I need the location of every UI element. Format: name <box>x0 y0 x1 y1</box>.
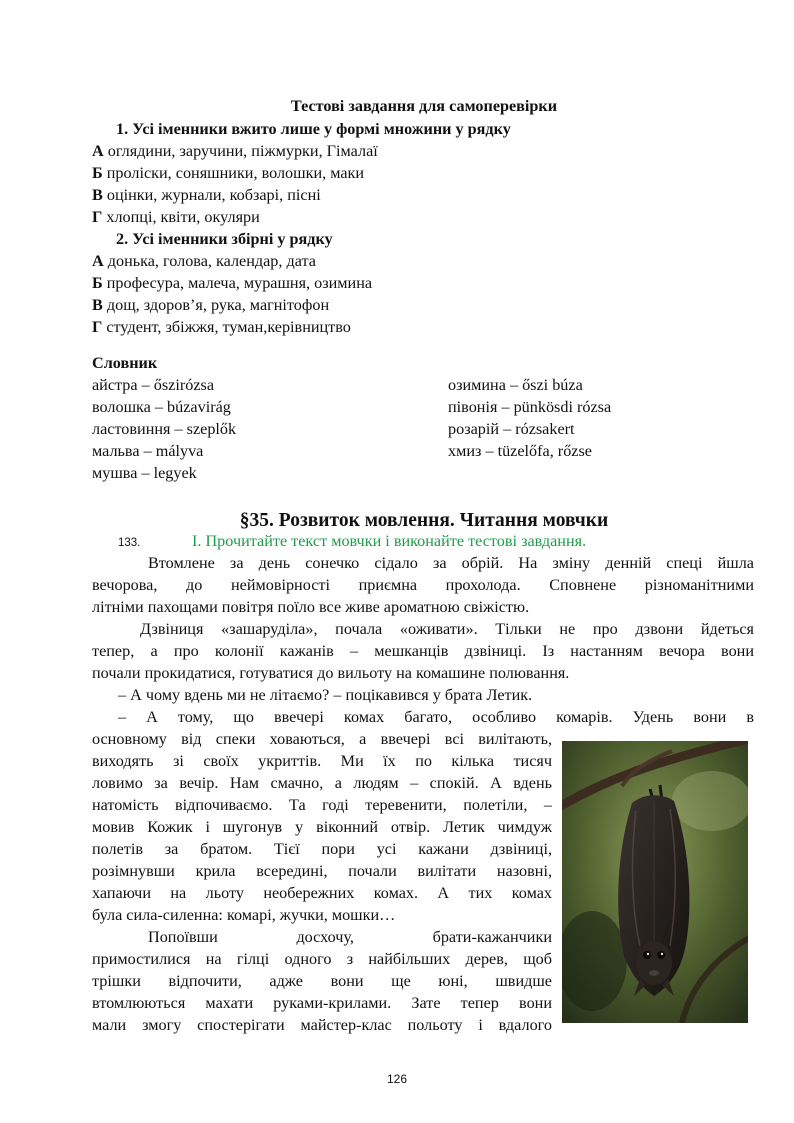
option-text: оглядини, заручини, піжмурки, Гімалаї <box>107 142 378 160</box>
dictionary-entry: мальва – mályva <box>92 442 204 460</box>
text-line: мовив Кожик і шугонув у віконний отвір. Летик чимдуж <box>92 818 552 836</box>
paragraph-5 <box>92 926 552 1036</box>
exercise-number: 133. <box>118 537 141 549</box>
q1-option-a <box>92 140 378 162</box>
q1-option-b <box>92 162 364 184</box>
dictionary-entry: ластовиння – szeplők <box>92 420 237 438</box>
option-letter: Б <box>92 164 103 182</box>
page-number: 126 <box>386 1072 408 1086</box>
section-title: §35. Розвиток мовлення. Читання мовчки <box>239 510 609 531</box>
option-letter: Г <box>92 208 103 226</box>
text-line: Втомлене за день сонечко сідало за обрій. На зміну денній спеці йшла <box>148 554 754 572</box>
text-line: втомлюються махати руками-крилами. Зате тепер вони <box>92 994 552 1012</box>
text-line: Попоївши досхочу, брати-кажанчики <box>148 928 552 946</box>
text-line: розімнувши крила всередині, почали вилітати назовні, <box>92 862 552 880</box>
paragraph-1 <box>92 552 754 618</box>
text-line: літніми пахощами повітря поїло все живе ароматною свіжістю. <box>92 598 530 616</box>
q1-option-v <box>92 184 321 206</box>
option-letter: А <box>92 142 104 160</box>
paragraph-4-first-line <box>118 706 754 728</box>
option-text: професура, малеча, мурашня, озимина <box>106 274 373 292</box>
question-2: 2. Усі іменники збірні у рядку <box>116 230 333 248</box>
text-line: почали прокидатися, готуватися до вильоту на комашине полювання. <box>92 664 570 682</box>
dictionary-entry: айстра – őszirózsa <box>92 376 214 394</box>
dictionary-entry: волошка – búzavirág <box>92 398 231 416</box>
text-line: виходять зі своїх укриттів. Ми їх по кілька тисяч <box>92 752 552 770</box>
text-line: Дзвіниця «зашаруділа», почала «оживати». Тільки не про дзвони йдеться <box>140 620 754 638</box>
paragraph-4-wrapped <box>92 728 552 926</box>
dictionary-entry: мушва – legyek <box>92 464 197 482</box>
option-text: дощ, здоров’я, рука, магнітофон <box>106 296 330 314</box>
exercise-task: І. Прочитайте текст мовчки і виконайте тестові завдання. <box>192 532 587 550</box>
option-text: студент, збіжжя, туман,керівництво <box>106 318 351 336</box>
text-line: примостилися на гілці одного з найбільших дерев, щоб <box>92 950 552 968</box>
question-1: 1. Усі іменники вжито лише у формі множини у рядку <box>116 120 511 138</box>
bat-illustration <box>562 741 748 1023</box>
q2-option-a <box>92 250 316 272</box>
q2-option-b <box>92 272 372 294</box>
dictionary-entry: хмиз – tüzelőfa, rőzse <box>448 442 592 460</box>
text-line: мали змогу спостерігати майстер-клас польоту і вдалого <box>92 1016 552 1034</box>
q2-option-v <box>92 294 329 316</box>
dictionary-entry: півонія – pünkösdi rózsa <box>448 398 612 416</box>
text-line: полетів за братом. Тієї пори усі кажани дзвіниці, <box>92 840 552 858</box>
bat-photo <box>562 741 748 1023</box>
option-text: оцінки, журнали, кобзарі, пісні <box>106 186 321 204</box>
option-text: хлопці, квіти, окуляри <box>106 208 260 226</box>
dictionary-entry: розарій – rózsakert <box>448 420 575 438</box>
option-letter: А <box>92 252 104 270</box>
option-letter: Г <box>92 318 103 336</box>
text-line: хапаючи на льоту необережних комах. А тих комах <box>92 884 552 902</box>
option-text: донька, голова, календар, дата <box>107 252 316 270</box>
q2-option-g <box>92 316 351 338</box>
text-line: – А тому, що ввечері комах багато, особливо комарів. Удень вони в <box>118 708 754 726</box>
paragraph-3: – А чому вдень ми не літаємо? – поцікавився у брата Летик. <box>118 686 533 704</box>
paragraph-2 <box>92 618 754 684</box>
text-line: трішки відпочити, адже вони ще юні, швидше <box>92 972 552 990</box>
option-letter: Б <box>92 274 103 292</box>
option-letter: В <box>92 296 103 314</box>
test-title: Тестові завдання для самоперевірки <box>290 97 558 115</box>
text-line: ловимо за вечір. Нам смачно, а людям – спокій. А вдень <box>92 774 552 792</box>
text-line: була сила-силенна: комарі, жучки, мошки… <box>92 906 396 924</box>
option-text: проліски, соняшники, волошки, маки <box>106 164 365 182</box>
dictionary-entry: озимина – őszi búza <box>448 376 583 394</box>
dictionary-title: Словник <box>92 354 158 372</box>
text-line: основному від спеки ховаються, а ввечері всі вилітають, <box>92 730 552 748</box>
text-line: тепер, а про колонії кажанів – мешканців дзвіниці. Із настанням вечора вони <box>92 642 754 660</box>
text-line: натомість відпочиваємо. Та годі теревенити, полетіли, – <box>92 796 552 814</box>
q1-option-g <box>92 206 260 228</box>
text-line: вечорова, до неймовірності приємна прохолода. Сповнене різноманітними <box>92 576 754 594</box>
option-letter: В <box>92 186 103 204</box>
